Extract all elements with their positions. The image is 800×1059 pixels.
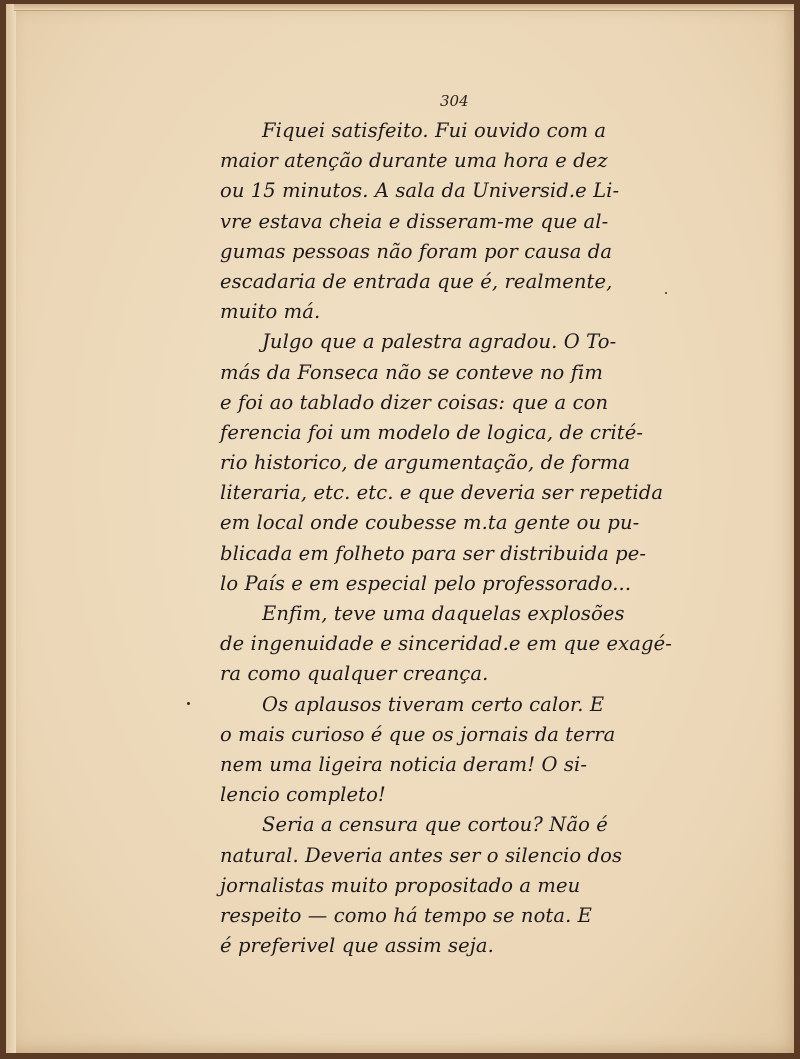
manuscript-line: ra como qualquer creança. (220, 662, 489, 686)
manuscript-line: nem uma ligeira noticia deram! O si- (220, 752, 588, 776)
manuscript-line: o mais curioso é que os jornais da terra (220, 722, 616, 746)
manuscript-line: respeito — como há tempo se nota. E (220, 903, 593, 927)
manuscript-line: de ingenuidade e sinceridad.e em que exagé- (220, 632, 672, 656)
manuscript-line: Fiquei satisfeito. Fui ouvido com a (262, 119, 607, 142)
manuscript-line: ou 15 minutos. A sala da Universid.e Li- (220, 179, 620, 203)
ink-speck (665, 292, 667, 294)
handwritten-text-block (220, 116, 700, 961)
manuscript-line: literaria, etc. etc. e que deveria ser repetida (220, 481, 664, 505)
manuscript-line: ferencia foi um modelo de logica, de crité- (220, 420, 644, 444)
ink-speck (187, 702, 190, 705)
manuscript-line: natural. Deveria antes ser o silencio dos (220, 843, 623, 867)
manuscript-line: escadaria de entrada que é, realmente, (220, 269, 613, 293)
manuscript-line: rio historico, de argumentação, de forma (220, 451, 631, 475)
manuscript-line: Enfim, teve uma daquelas explosões (262, 602, 625, 625)
manuscript-line: vre estava cheia e disseram-me que al- (220, 209, 609, 233)
manuscript-line: Seria a censura que cortou? Não é (262, 813, 608, 837)
page-top-edge (14, 4, 794, 11)
manuscript-line: e foi ao tablado dizer coisas: que a con (220, 390, 609, 414)
manuscript-line: jornalistas muito propositado a meu (220, 873, 581, 897)
manuscript-line: Os aplausos tiveram certo calor. E (262, 692, 605, 716)
manuscript-line: gumas pessoas não foram por causa da (220, 239, 613, 263)
manuscript-line: más da Fonseca não se conteve no fim (220, 360, 603, 384)
manuscript-line: blicada em folheto para ser distribuida pe- (220, 541, 647, 565)
page-binding-edge (6, 4, 16, 1053)
manuscript-line: lencio completo! (220, 783, 386, 807)
manuscript-line: muito má. (220, 300, 321, 324)
page-number: 304 (440, 92, 469, 110)
manuscript-line: Julgo que a palestra agradou. O To- (262, 330, 617, 354)
manuscript-line: lo País e em especial pelo professorado... (220, 571, 632, 595)
manuscript-line: é preferivel que assim seja. (220, 934, 494, 958)
manuscript-line: em local onde coubesse m.ta gente ou pu- (220, 511, 640, 535)
manuscript-line: maior atenção durante uma hora e dez (220, 149, 608, 173)
